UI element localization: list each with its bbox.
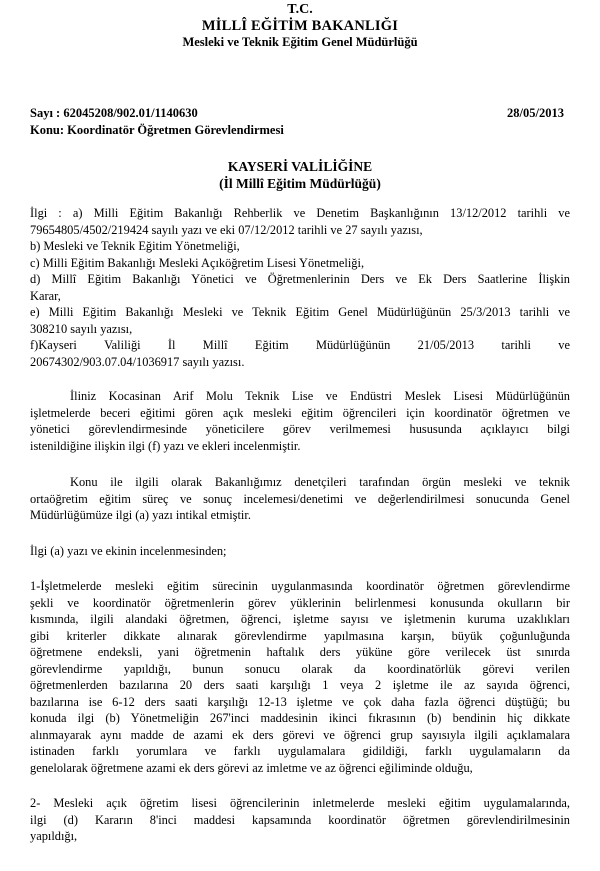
references-block	[30, 205, 570, 370]
reference-f-word: Valiliği	[104, 338, 141, 352]
paragraph-line: Müdürlüğümüze ilgi (a) yazı intikal etmiştir.	[30, 508, 251, 522]
paragraph-2	[30, 474, 570, 524]
paragraph-line: ilgi (d) Kararın 8'inci maddesi kapsamında koordinatör öğretmen görevlendirilmesinin	[30, 812, 570, 827]
paragraph-line: yönetici görevlendirmesinde yöneticilere görev verilmemesi hususunda açıklayıcı bilgi	[30, 422, 570, 436]
paragraph-line: öğretmenlerden bazılarına 20 ders saati karşılığı 1 veya 2 işletme ile az sayıda öğrenci,	[30, 678, 570, 692]
paragraph-line: şekli ve koordinatör öğretmenlerin görev yüklerinin belirlenmesi konusunda okulların bir	[30, 595, 570, 610]
paragraph-line: İliniz Kocasinan Arif Molu Teknik Lise ve Endüstri Meslek Lisesi Müdürlüğünün	[70, 389, 570, 403]
document-subject: Konu: Koordinatör Öğretmen Görevlendirmesi	[30, 123, 284, 137]
paragraph-3	[30, 543, 570, 560]
reference-line: İlgi : a) Milli Eğitim Bakanlığı Rehberlik ve Denetim Başkanlığının 13/12/2012 tarihli ve	[30, 206, 570, 220]
reference-f-word: Eğitim	[254, 338, 289, 352]
document-date: 28/05/2013	[507, 106, 564, 120]
directorate-heading: Mesleki ve Teknik Eğitim Genel Müdürlüğü	[182, 35, 418, 49]
paragraph-line: 1-İşletmelerde mesleki eğitim sürecinin uygulanmasında koordinatör öğretmen görevlendirme	[30, 579, 570, 593]
reference-f-word: Millî	[202, 338, 228, 352]
paragraph-line: görevlendirme yapıldığı, bunun sonucu olarak da koordinatörlük görevi verilen	[30, 661, 570, 676]
paragraph-line: 2- Mesleki açık öğretim lisesi öğrencilerinin inletmelerde mesleki eğitim uygulamalarında,	[30, 796, 570, 810]
paragraph-line: bazılarına ise 6-12 ders saati karşılığı 12-13 işletme ve çok daha fazla öğrenci düştüğü; bu	[30, 694, 570, 709]
paragraph-1	[30, 388, 570, 454]
paragraph-line: öğretmene endeksli, yani öğretmenin haftalık ders yüküne göre verilecek üst sınırda	[30, 645, 570, 659]
paragraph-line: işletmelerde beceri eğitimi gören açık mesleki eğitim öğrencileri için koordinatör öğretmen ve	[30, 405, 570, 420]
paragraph-line: istinaden farklı yorumlara ve farklı uygulamalara gidildiği, farklı uygulamaların da	[30, 744, 570, 758]
paragraph-line: kısmında, ilgili alandaki öğretmen, öğrenci, işletme sayısı ve işletmenin kuruma uzaklıkları	[30, 612, 570, 626]
ministry-heading: MİLLÎ EĞİTİM BAKANLIĞI	[201, 18, 399, 34]
reference-f-line	[30, 337, 570, 354]
reference-line: c) Milli Eğitim Bakanlığı Mesleki Açıköğretim Lisesi Yönetmeliği,	[30, 255, 365, 270]
reference-line: Karar,	[30, 288, 61, 303]
paragraph-4	[30, 578, 570, 776]
addressee-line-1: KAYSERİ VALİLİĞİNE	[227, 159, 373, 174]
paragraph-line: genelolarak öğretmene azami ek ders görevi az imletme ve az öğrenci eğiliminde olduğu,	[30, 760, 473, 775]
paragraph-line: İlgi (a) yazı ve ekinin incelenmesinden;	[30, 544, 227, 558]
paragraph-line: Konu ile ilgili olarak Bakanlığımız denetçileri tarafından örgün mesleki ve teknik	[70, 475, 570, 489]
reference-f-word: İl	[167, 338, 176, 352]
addressee-line-2: (İl Millî Eğitim Müdürlüğü)	[219, 176, 381, 191]
reference-f-word: 21/05/2013	[417, 338, 475, 352]
document-number: Sayı : 62045208/902.01/1140630	[30, 106, 198, 120]
reference-line: 308210 sayılı yazısı,	[30, 321, 133, 336]
reference-line: e) Milli Eğitim Bakanlığı Mesleki ve Teknik Eğitim Genel Müdürlüğünün 25/3/2013 tarihli ve	[30, 305, 570, 319]
paragraph-line: yapıldığı,	[30, 829, 78, 843]
reference-line: 79654805/4502/219424 sayılı yazı ve eki 07/12/2012 tarihli ve 27 sayılı yazısı,	[30, 222, 423, 237]
reference-f-word: f)Kayseri	[30, 338, 77, 352]
paragraph-5	[30, 795, 570, 845]
reference-f-word: tarihli	[501, 338, 531, 352]
paragraph-line: gibi kriterler dikkate alınarak görevlendirme yapılmasına karşın, büyük çoğunluğunda	[30, 628, 570, 643]
reference-f-word: Müdürlüğünün	[315, 338, 391, 352]
reference-line: b) Mesleki ve Teknik Eğitim Yönetmeliği,	[30, 239, 240, 253]
reference-f-word: ve	[558, 338, 570, 352]
paragraph-line: istenildiğine ilişkin ilgi (f) yazı ve ekleri incelenmiştir.	[30, 438, 301, 453]
paragraph-line: alınmayarak aynı madde de azami ek ders görevi ve öğrenci grup sayısıyla ilgili açıklamalara	[30, 727, 570, 742]
reference-line: d) Millî Eğitim Bakanlığı Yönetici ve Öğretmenlerinin Ders ve Ek Ders Saatlerine İlişkin	[30, 272, 570, 286]
paragraph-line: ortaöğretim eğitim süreç ve sonuç incelemesi/denetimi ve değerlendirilmesi sonucunda Genel	[30, 491, 570, 506]
country-heading: T.C.	[287, 2, 313, 17]
reference-line: 20674302/903.07.04/1036917 sayılı yazısı.	[30, 354, 245, 369]
paragraph-line: konuda ilgi (b) Yönetmeliğin 267'inci maddesinin ikinci fıkrasının (b) bendinin hiç dikkate	[30, 711, 570, 725]
